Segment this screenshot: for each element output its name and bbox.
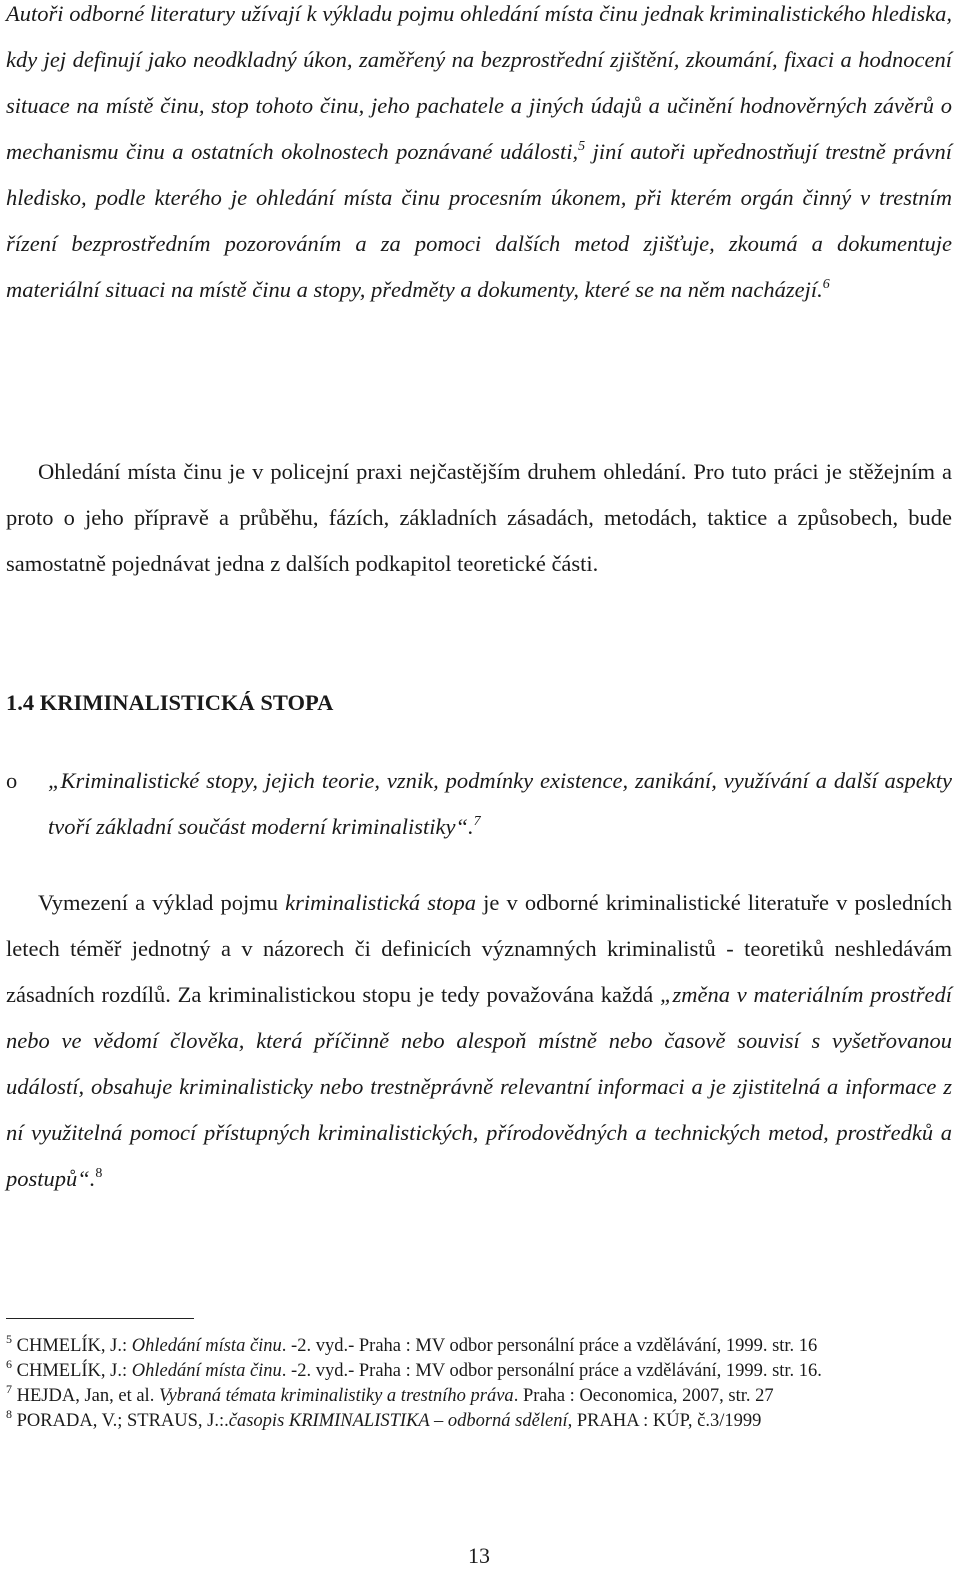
footnote-title: Vybraná témata kriminalistiky a trestního práva bbox=[158, 1386, 514, 1406]
footnote-number: 7 bbox=[6, 1382, 12, 1396]
paragraph-text-b: je v odborné kriminalistické literatuře v posledních letech téměř jednotný a v názorech či definicích významných kriminalistů - teoretiků neshledávám zásadních rozdílů. Za kriminalistickou stopu je tedy považována každá bbox=[6, 890, 952, 1007]
footnote-author: HEJDA, Jan, et al. bbox=[12, 1386, 159, 1406]
term-kriminalisticka-stopa: kriminalistická stopa bbox=[285, 890, 477, 915]
footnote-title: časopis KRIMINALISTIKA – odborná sdělení bbox=[228, 1411, 568, 1431]
bullet-marker: o bbox=[6, 768, 18, 793]
footnote-title: Ohledání místa činu bbox=[131, 1336, 282, 1356]
footnote bbox=[6, 1334, 952, 1359]
bullet-text: „Kriminalistické stopy, jejich teorie, vznik, podmínky existence, zanikání, využívání a další aspekty tvoří základní součást moderní kriminalistiky“. bbox=[48, 768, 952, 839]
footnote-publication: , PRAHA : KÚP, č.3/1999 bbox=[567, 1411, 762, 1431]
section-heading: 1.4 KRIMINALISTICKÁ STOPA bbox=[6, 690, 334, 715]
footnote-ref-6[interactable]: 6 bbox=[822, 277, 830, 292]
footnote bbox=[6, 1359, 952, 1384]
footnote-publication: . Praha : Oeconomica, 2007, str. 27 bbox=[513, 1386, 774, 1406]
paragraph-text: Autoři odborné literatury užívají k výkladu pojmu ohledání místa činu jednak kriminalistického hlediska, kdy jej definují jako neodkladný úkon, zaměřený na bezprostřední zjištění, zkoumání, fixaci a hodnocení situace na místě činu, stop tohoto činu, jeho pachatele a jiných údajů a učinění hodnověrných závěrů o mechanismu činu a ostatních okolnostech poznávané události, bbox=[6, 1, 952, 164]
page-number: 13 bbox=[468, 1543, 490, 1568]
footnote-number: 5 bbox=[6, 1332, 12, 1346]
footnote-author: PORADA, V.; STRAUS, J.:. bbox=[12, 1411, 229, 1431]
bullet-quote bbox=[48, 758, 952, 850]
paragraph-text-cont: jiní autoři upřednostňují trestně právní hledisko, podle kterého je ohledání místa činu procesním úkonem, při kterém orgán činný v trestním řízení bezprostředním pozorováním a za pomoci dalších metod zjišťuje, zkoumá a dokumentuje materiální situaci na místě činu a stopy, předměty a dokumenty, které se na něm nacházejí. bbox=[6, 139, 952, 302]
definition-quote: „změna v materiálním prostředí nebo ve vědomí člověka, která příčinně nebo alespoň místně nebo časově souvisí s vyšetřovanou událostí, obsahuje kriminalisticky nebo trestněprávně relevantní informaci a je zjistitelná a informace z ní využitelná pomocí přístupných kriminalistických, přírodovědných a technických metod, prostředků a postupů“. bbox=[6, 982, 952, 1191]
paragraph-ohledani-definitions bbox=[6, 0, 952, 313]
bullet-item bbox=[6, 758, 952, 850]
footnote-publication: . -2. vyd.- Praha : MV odbor personální práce a vzdělávání, 1999. str. 16 bbox=[281, 1336, 818, 1356]
footnote-separator bbox=[6, 1318, 194, 1319]
footnote-publication: . -2. vyd.- Praha : MV odbor personální práce a vzdělávání, 1999. str. 16. bbox=[281, 1361, 822, 1381]
footnote bbox=[6, 1409, 952, 1434]
footnote-author: CHMELÍK, J.: bbox=[12, 1361, 132, 1381]
footnote-number: 6 bbox=[6, 1357, 12, 1371]
footnote-ref-5[interactable]: 5 bbox=[578, 139, 586, 154]
footnote-author: CHMELÍK, J.: bbox=[12, 1336, 132, 1356]
paragraph-police-practice: Ohledání místa činu je v policejní praxi nejčastějším druhem ohledání. Pro tuto práci je stěžejním a proto o jeho přípravě a průběhu, fázích, základních zásadách, metodách, taktice a způsobech, bude samostatně pojednávat jedna z dalších podkapitol teoretické části. bbox=[6, 459, 952, 576]
paragraph-stopa-definition bbox=[6, 880, 952, 1202]
footnotes bbox=[6, 1334, 952, 1434]
paragraph-text-a: Vymezení a výklad pojmu bbox=[38, 890, 286, 915]
footnote-ref-8[interactable]: 8 bbox=[95, 1166, 103, 1181]
footnote-title: Ohledání místa činu bbox=[131, 1361, 282, 1381]
footnote-number: 8 bbox=[6, 1407, 12, 1421]
footnote-ref-7[interactable]: 7 bbox=[473, 814, 481, 829]
footnote bbox=[6, 1384, 952, 1409]
